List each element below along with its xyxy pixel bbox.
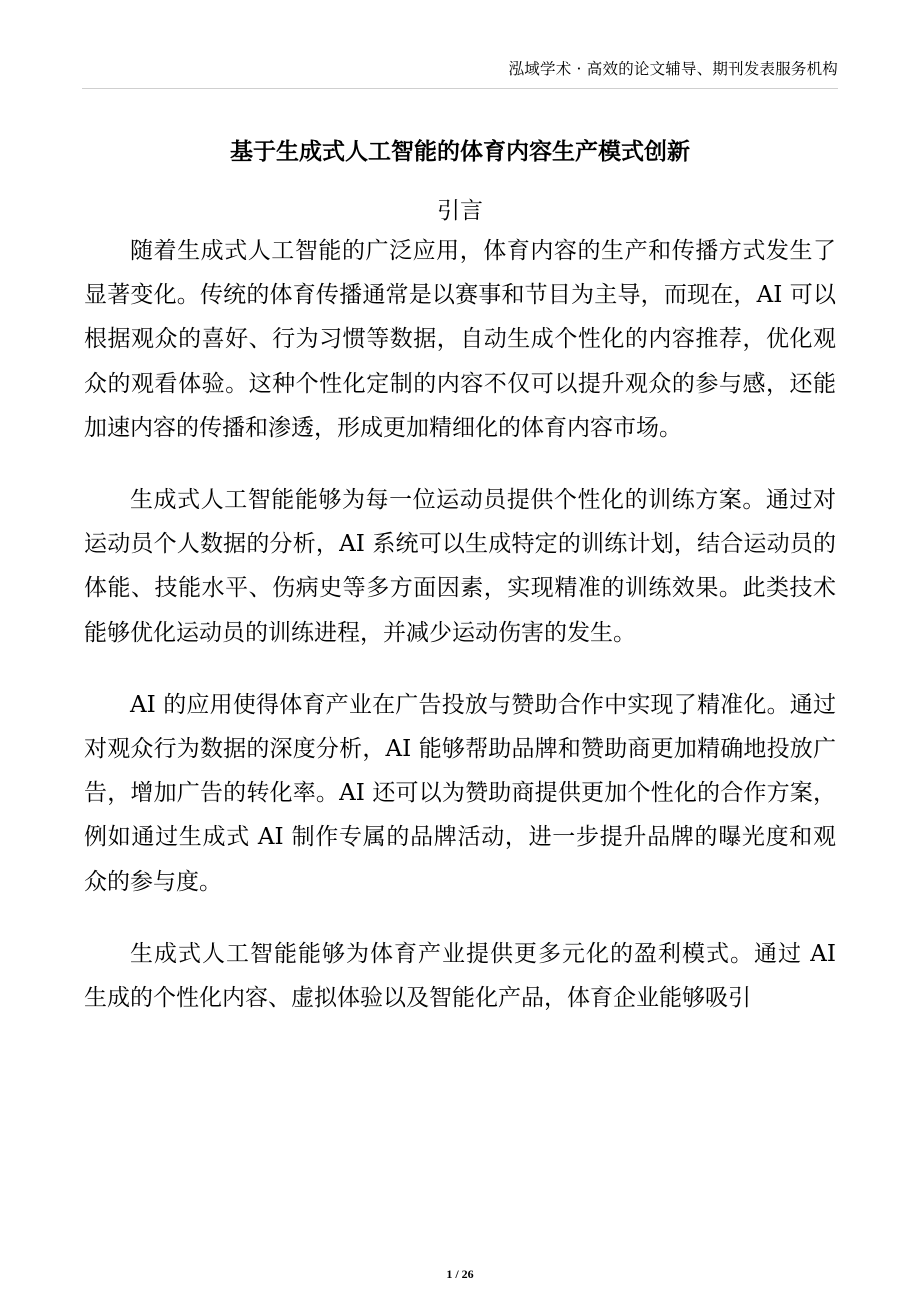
page-header: 泓域学术 · 高效的论文辅导、期刊发表服务机构 xyxy=(508,60,838,78)
paragraph-4: 生成式人工智能能够为体育产业提供更多元化的盈利模式。通过 AI 生成的个性化内容、虚拟体验以及智能化产品，体育企业能够吸引 xyxy=(84,940,836,1012)
section-heading: 引言 xyxy=(437,198,483,225)
paragraph-3: AI 的应用使得体育产业在广告投放与赞助合作中实现了精准化。通过对观众行为数据的深度分析，AI 能够帮助品牌和赞助商更加精确地投放广告，增加广告的转化率。AI 还可以为赞助商提供更加个性化的合作方案，例如通过生成式 AI 制作专属的品牌活动，进一步提升品牌的曝光度和观众的参与度。 xyxy=(84,691,836,895)
paragraph-2: 生成式人工智能能够为每一位运动员提供个性化的训练方案。通过对运动员个人数据的分析，AI 系统可以生成特定的训练计划，结合运动员的体能、技能水平、伤病史等多方面因素，实现精准的训练效果。此类技术能够优化运动员的训练进程，并减少运动伤害的发生。 xyxy=(84,487,836,646)
document-title: 基于生成式人工智能的体育内容生产模式创新 xyxy=(230,138,690,166)
paragraph-1: 随着生成式人工智能的广泛应用，体育内容的生产和传播方式发生了显著变化。传统的体育传播通常是以赛事和节目为主导，而现在，AI 可以根据观众的喜好、行为习惯等数据，自动生成个性化的内容推荐，优化观众的观看体验。这种个性化定制的内容不仅可以提升观众的参与感，还能加速内容的传播和渗透，形成更加精细化的体育内容市场。 xyxy=(84,238,836,441)
page-number: 1 / 26 xyxy=(446,1267,474,1281)
header-divider xyxy=(82,88,838,89)
document-body xyxy=(84,229,836,1048)
